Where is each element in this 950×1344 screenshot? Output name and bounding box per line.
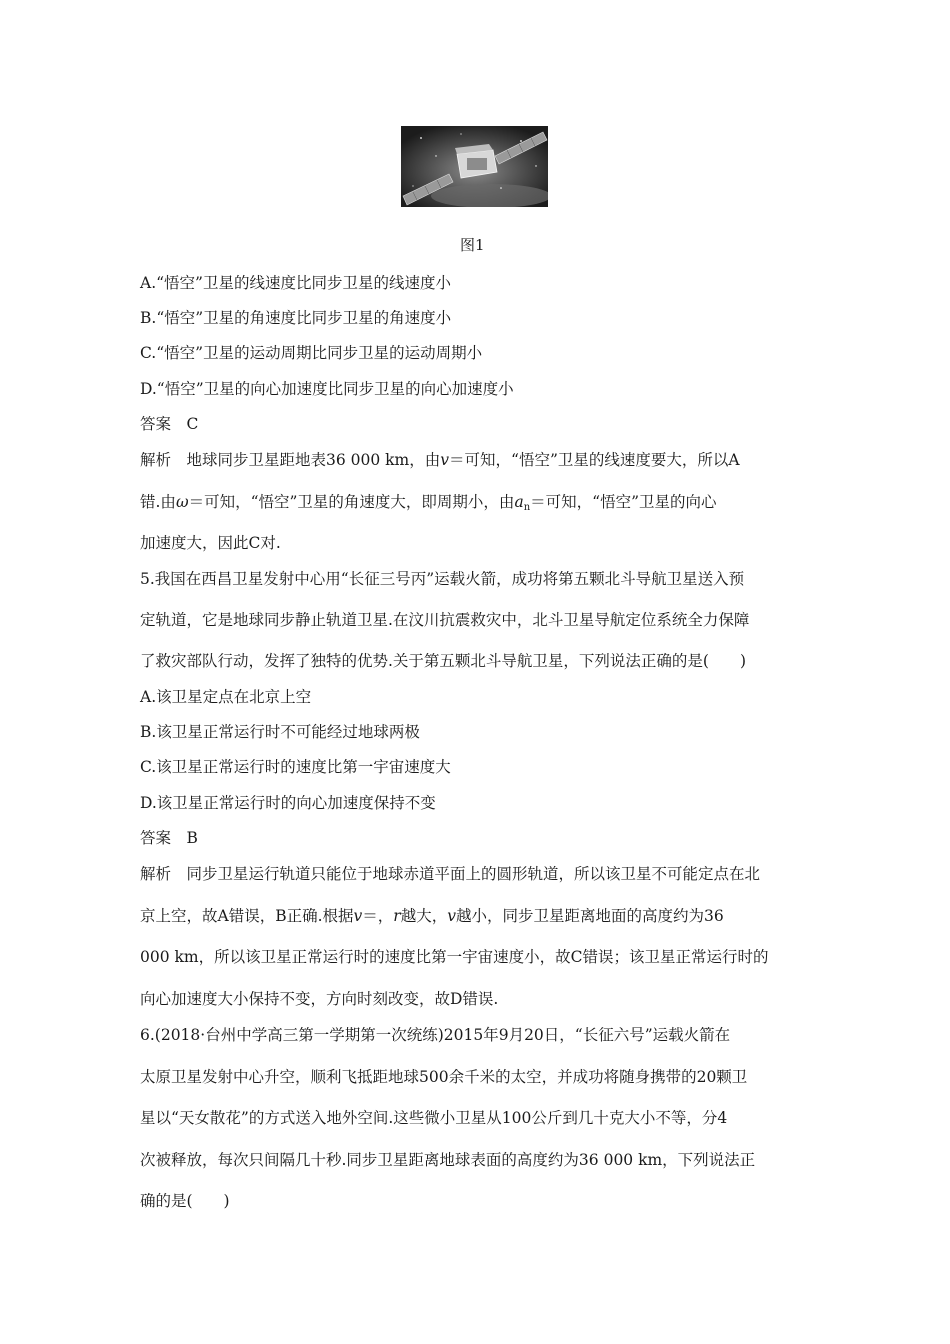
q4-analysis-line-2: 错.由ω＝可知，“悟空”卫星的角速度大，即周期小，由$a_n=$可知，“悟空”卫星的向心	[140, 493, 717, 513]
q6-stem-line-1: 6.(2018·台州中学高三第一学期第一次统练)2015年9月20日，“长征六号”运载火箭在	[140, 1026, 731, 1044]
q5-analysis-line-1: 解析 同步卫星运行轨道只能位于地球赤道平面上的圆形轨道，所以该卫星不可能定点在北	[140, 865, 761, 883]
q4-analysis-line-1: 解析 地球同步卫星距地表36 000 km，由v＝可知，“悟空”卫星的线速度要大，所以A	[140, 451, 740, 469]
q4-answer: 答案 C	[140, 415, 199, 433]
q5-option-b: B.该卫星正常运行时不可能经过地球两极	[140, 723, 420, 741]
q5-answer: 答案 B	[140, 829, 198, 847]
q4-analysis-line-3: 加速度大，因此C对.	[140, 534, 281, 552]
q5-stem-line-2: 定轨道，它是地球同步静止轨道卫星.在汶川抗震救灾中，北斗卫星导航定位系统全力保障	[140, 611, 750, 629]
q4-option-b: B.“悟空”卫星的角速度比同步卫星的角速度小	[140, 309, 452, 327]
figure-caption: 图1	[460, 236, 485, 254]
q6-stem-line-2: 太原卫星发射中心升空，顺利飞抵距地球500余千米的太空，并成功将随身携带的20颗卫	[140, 1068, 748, 1086]
q6-stem-line-5: 确的是( )	[140, 1192, 230, 1210]
q5-analysis-line-3: 000 km，所以该卫星正常运行时的速度比第一宇宙速度小，故C错误；该卫星正常运行时的	[140, 948, 769, 966]
q6-stem-line-4: 次被释放，每次只间隔几十秒.同步卫星距离地球表面的高度约为36 000 km，下列说法正	[140, 1151, 756, 1169]
q5-analysis-line-2: 京上空，故A错误，B正确.根据v＝，r越大，v越小，同步卫星距离地面的高度约为36	[140, 907, 724, 925]
q5-option-a: A.该卫星定点在北京上空	[140, 688, 312, 706]
q4-option-a: A.“悟空”卫星的线速度比同步卫星的线速度小	[140, 274, 451, 292]
q5-stem-line-1: 5.我国在西昌卫星发射中心用“长征三号丙”运载火箭，成功将第五颗北斗导航卫星送入预	[140, 570, 745, 588]
satellite-figure	[401, 126, 548, 207]
q4-option-c: C.“悟空”卫星的运动周期比同步卫星的运动周期小	[140, 344, 483, 362]
satellite-image	[401, 126, 548, 207]
q6-stem-line-3: 星以“天女散花”的方式送入地外空间.这些微小卫星从100公斤到几十克大小不等，分4	[140, 1109, 728, 1127]
q5-stem-line-3: 了救灾部队行动，发挥了独特的优势.关于第五颗北斗导航卫星，下列说法正确的是( )	[140, 652, 747, 670]
q4-option-d: D.“悟空”卫星的向心加速度比同步卫星的向心加速度小	[140, 380, 514, 398]
q5-option-c: C.该卫星正常运行时的速度比第一宇宙速度大	[140, 758, 451, 776]
q5-option-d: D.该卫星正常运行时的向心加速度保持不变	[140, 794, 436, 812]
q5-analysis-line-4: 向心加速度大小保持不变，方向时刻改变，故D错误.	[140, 990, 499, 1008]
